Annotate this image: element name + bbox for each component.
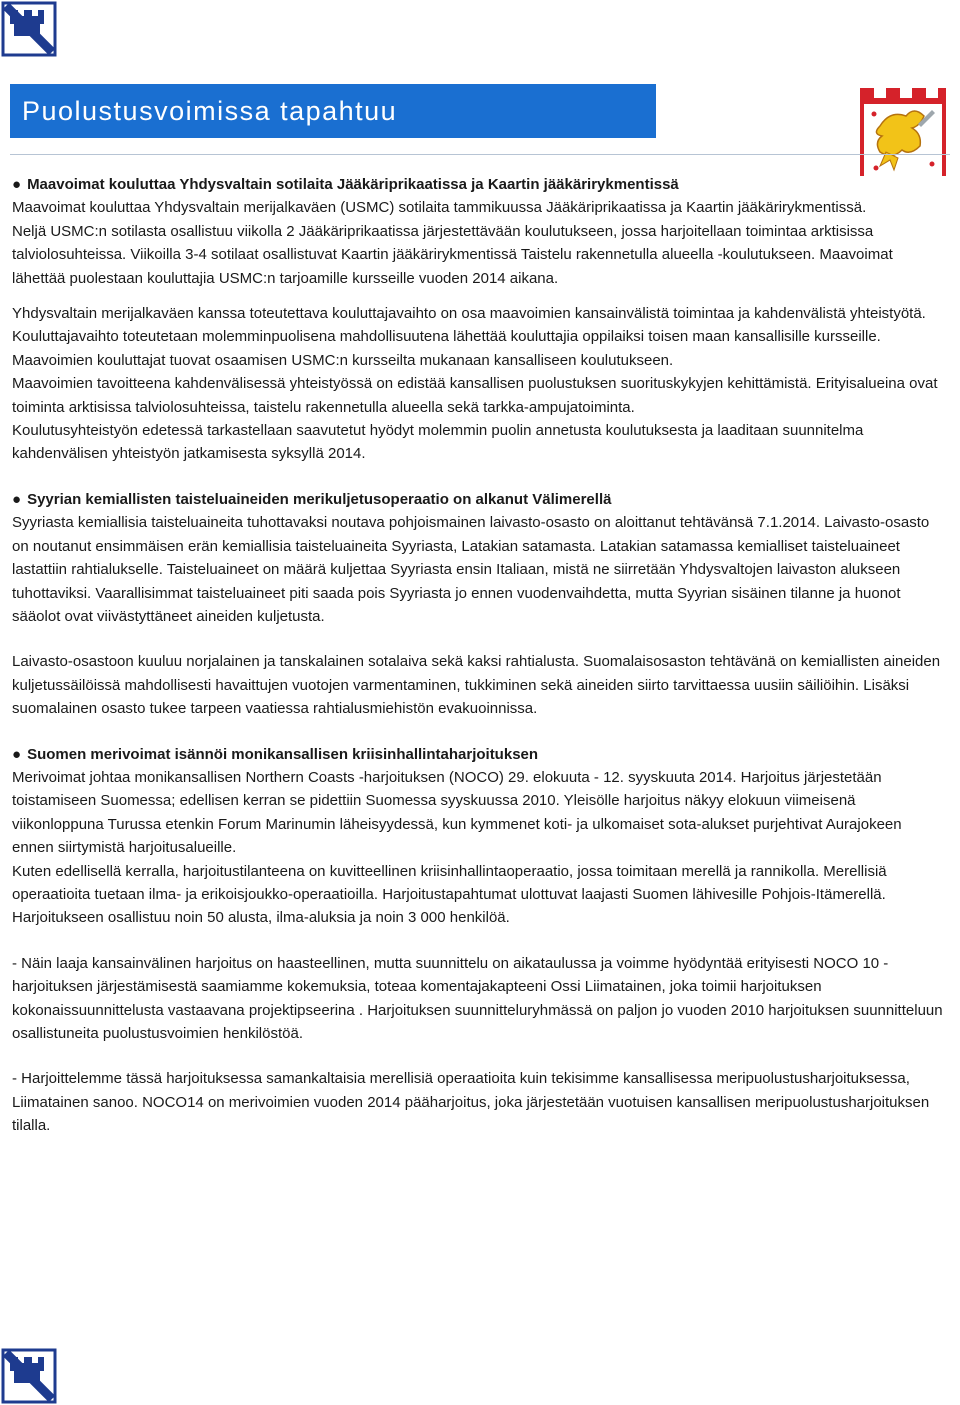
section-heading: ● Syyrian kemiallisten taisteluaineiden merikuljetusoperaatio on alkanut Välimerellä: [12, 490, 612, 508]
paragraph: - Harjoittelemme tässä harjoituksessa samankaltaisia merellisiä operaatioita kuin tekisimme kansallisessa meripuolustusharjoituksessa, Liimatainen sanoo. NOCO14 on merivoimien vuoden 2014 pääharjoitus, joka järjestetään vuotuisen kansallisen meripuolustusharjoituksen tilalla.: [12, 1070, 930, 1135]
bullet-icon: ●: [12, 176, 22, 193]
paragraph: - Näin laaja kansainvälinen harjoitus on haasteellinen, mutta suunnittelu on aikataulussa ja voimme hyödyntää erityisesti NOCO 10 -harjoituksen järjestämisestä saamiamme kokemuksia, toteaa komentajakapteeni Ossi Liimatainen, joka toimii harjoituksen kokonaissuunnittelusta vastaavana projektipseerina . Harjoituksen suunnitteluryhmässä on paljon jo vuoden 2010 harjoituksen suunnitteluun osallistuneita puolustusvoimien henkilöstöä.: [12, 954, 943, 1042]
lion-crest-icon: [858, 86, 948, 186]
page-title: Puolustusvoimissa tapahtuu: [10, 84, 656, 138]
section-heading: ● Maavoimat kouluttaa Yhdysvaltain sotilaita Jääkäriprikaatissa ja Kaartin jääkärirykmentissä: [12, 176, 679, 193]
paragraph: Maavoimat kouluttaa Yhdysvaltain merijalkaväen (USMC) sotilaita tammikuussa Jääkäriprikaatissa ja Kaartin jääkärirykmentissä.: [12, 199, 867, 217]
paragraph: Kuten edellisellä kerralla, harjoitustilanteena on kuvitteellinen kriisinhallintaoperaatio, jossa toimitaan merellä ja rannikolla. Merellisiä operaatioita tuetaan ilma- ja erikoisjoukko-operaatioilla. Harjoitustapahtumat ulottuvat laajasti Suomen lähivesille Pohjois-Itämerellä. Harjoitukseen osallistuu noin 50 alusta, ilma-aluksia ja noin 3 000 henkilöä.: [12, 862, 887, 927]
paragraph: Koulutusyhteistyön edetessä tarkastellaan saavutetut hyödyt molemmin puolin annetusta koulutuksesta ja laaditaan suunnitelma kahdenvälisen yhteistyön jatkamisesta syksyllä 2014.: [12, 422, 864, 463]
header-divider: [10, 154, 950, 155]
bullet-icon: ●: [12, 745, 22, 763]
paragraph: Maavoimien tavoitteena kahdenvälisessä yhteistyössä on edistää kansallisen puolustuksen suorituskykyjen kehittämistä. Erityisalueina ovat toiminta arktisissa talviolosuhteissa, taistelu rakennetulla alueella sekä tarkka-ampujatoiminta.: [12, 375, 938, 416]
paragraph: Laivasto-osastoon kuuluu norjalainen ja tanskalainen sotalaiva sekä kaksi rahtialusta. Suomalaisosaston tehtävänä on kemiallisten aineiden kuljetussäilöissä mahdollisesti havaittujen vuotojen varmentaminen, tukkiminen sekä aineiden siirto tarvittaessa uusiin säiliöihin. Lisäksi suomalainen osasto tukee tarpeen vaatiessa rahtialusmiehistön evakuoinnissa.: [12, 653, 941, 718]
tower-emblem-icon: [0, 0, 58, 58]
paragraph: Yhdysvaltain merijalkaväen kanssa toteutettava kouluttajavaihto on osa maavoimien kansainvälistä toimintaa ja kahdenvälistä yhteistyötä. Kouluttajavaihto toteutetaan molemminpuolisena mahdollisuutena lähettää kouluttajia oppilaiksi toisen maan kansallisille kursseille. Maavoimien kouluttajat tuovat osaamisen USMC:n kursseilta mukanaan kansalliseen koulutukseen.: [12, 305, 926, 369]
section-heading: ● Suomen merivoimat isännöi monikansallisen kriisinhallintaharjoituksen: [12, 745, 539, 763]
tower-emblem-icon: [0, 1347, 58, 1405]
paragraph: Merivoimat johtaa monikansallisen Northern Coasts -harjoituksen (NOCO) 29. elokuuta - 12. syyskuuta 2014. Harjoitus järjestetään toistamiseen Suomessa; edellisen kerran se pidettiin Suomessa syyskuussa 2010. Yleisölle harjoitus näkyy elokuun viimeisenä viikonloppuna Turussa etenkin Forum Marinumin läheisyydessä, kun kymmenet koti- ja ulkomaiset sota-alukset purjehtivat Aurajokeen ennen siirtymistä harjoitusalueille.: [12, 768, 902, 857]
article-body: [12, 173, 947, 1138]
paragraph: Neljä USMC:n sotilasta osallistuu viikolla 2 Jääkäriprikaatissa järjestettävään koulutukseen, jossa harjoitellaan toimintaa arktisissa talviolosuhteissa. Viikoilla 3-4 sotilaat osallistuvat Kaartin jääkärirykmentissä Taistelu rakennetulla alueella -koulutukseen. Maavoimat lähettää puolestaan kouluttajia USMC:n tarjoamille kursseille vuoden 2014 aikana.: [12, 222, 893, 287]
paragraph: Syyriasta kemiallisia taisteluaineita tuhottavaksi noutava pohjoismainen laivasto-osasto on aloittanut tehtävänsä 7.1.2014. Laivasto-osasto on noutanut ensimmäisen erän kemiallisia taisteluaineita Syyriasta, Latakian satamasta. Latakian satamassa kemialliset taisteluaineet lastattiin rahtialukselle. Taisteluaineet on määrä kuljettaa Syyriasta ensin Italiaan, mistä ne siirretään Yhdysvaltojen laivaston alukseen tuhottaviksi. Vaarallisimmat taisteluaineet piti saada pois Syyriasta jo ennen vuodenvaihdetta, mutta Syyrian sisäinen tilanne ja huonot sääolot ovat viivästyttäneet aineiden kuljetusta.: [12, 514, 930, 625]
bullet-icon: ●: [12, 490, 22, 508]
